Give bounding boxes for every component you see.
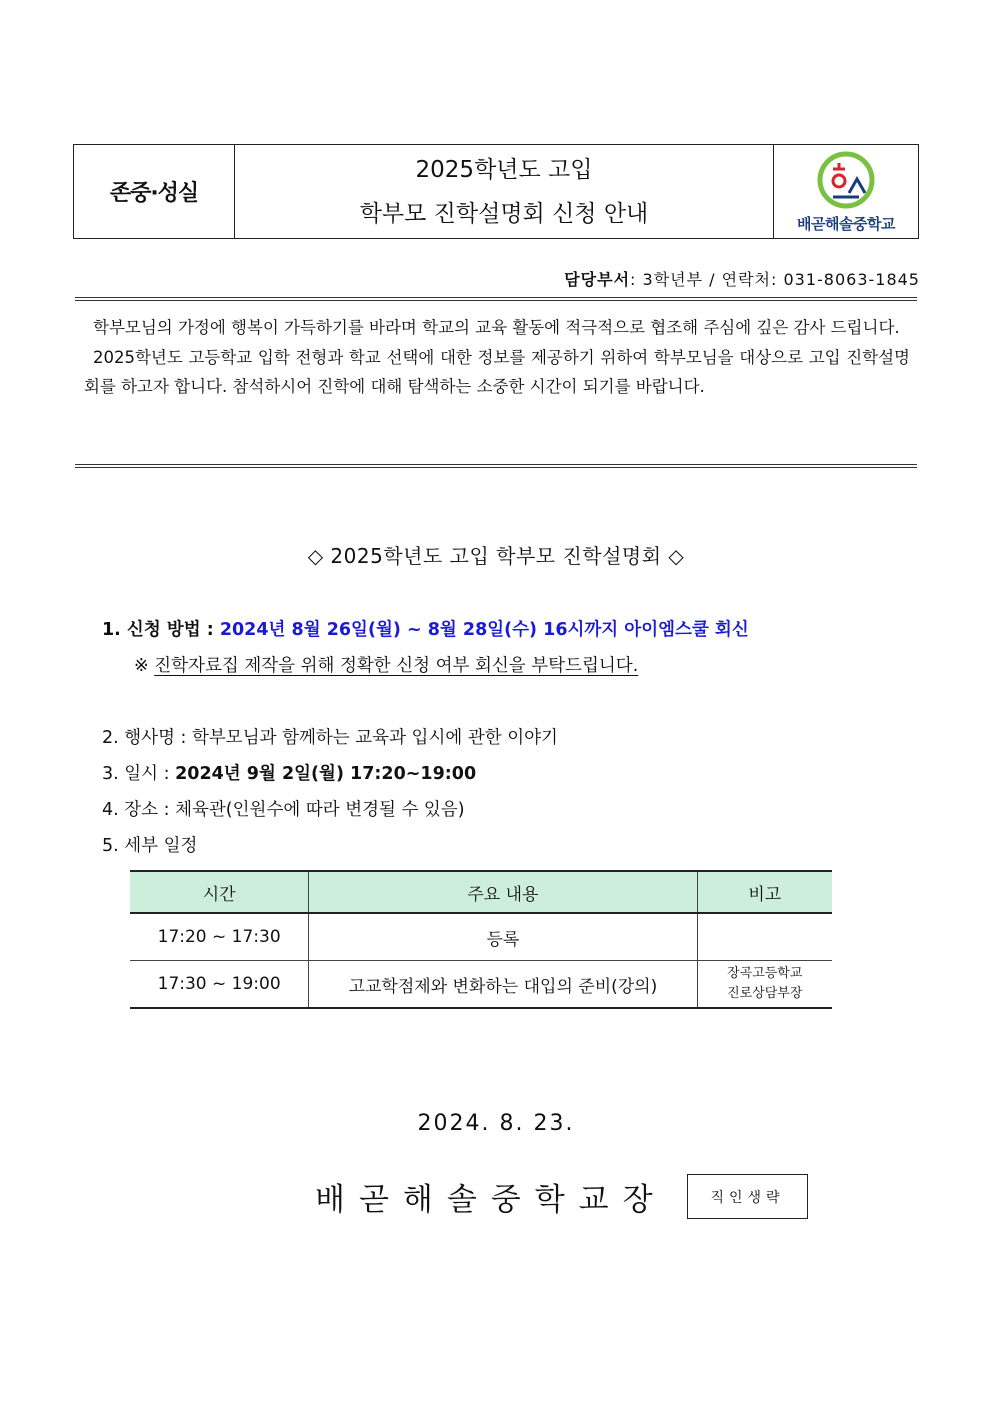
issue-date: 2024. 8. 23. [417,1111,575,1136]
school-logo [774,145,918,238]
school-motto: 존중·성실 [74,145,235,238]
dept-value: : 3학년부 / 연락처: 031-8063-1845 [630,270,920,289]
title-line-2: 학부모 진학설명회 신청 안내 [359,200,649,227]
item-event-name: 2. 행사명 : 학부모님과 함께하는 교육과 입시에 관한 이야기 [102,728,558,748]
top-divider [75,297,917,301]
intro-text [84,313,910,402]
item3-value: 2024년 9월 2일(월) 17:20~19:00 [175,764,477,784]
dept-label: 담당부서 [564,270,631,289]
intro-paragraph-2: 2025학년도 고등학교 입학 전형과 학교 선택에 대한 정보를 제공하기 위하여 학부모님을 대상으로 고입 진학설명회를 하고자 합니다. 참석하시어 진학에 대해 탐색하는 소중한 시간이 되기를 바랍니다. [84,347,910,396]
row-note [697,913,832,961]
row-content: 등록 [309,913,697,961]
note-line-1: 장곡고등학교 [727,966,803,981]
item-datetime [102,760,476,785]
title-line-1: 2025학년도 고입 [415,156,593,183]
item1-label: 1. 신청 방법 : [102,620,220,640]
contact-line [564,267,920,290]
header-time: 시간 [130,871,309,913]
note-mark: ※ [134,656,155,676]
note-line-2: 진로상담부장 [727,986,803,1001]
bottom-divider [75,464,917,468]
table-row [130,913,832,961]
document-title [235,145,774,238]
note-text: 진학자료집 제작을 위해 정확한 신청 여부 회신을 부탁드립니다. [154,656,639,676]
schedule-table [130,870,832,1009]
row-time: 17:20 ~ 17:30 [130,913,309,961]
row-note [697,961,832,1009]
school-emblem-icon [813,151,879,211]
item-schedule-heading: 5. 세부 일정 [102,836,198,856]
header-box [73,144,919,239]
item-location: 4. 장소 : 체육관(인원수에 따라 변경될 수 있음) [102,800,465,820]
table-header-row [130,871,832,913]
item-apply-method [102,616,749,641]
item3-label: 3. 일시 : [102,764,176,784]
apply-note [134,652,638,677]
principal-name: 배곧해솔중학교장 [315,1182,667,1218]
section-title: ◇ 2025학년도 고입 학부모 진학설명회 ◇ [307,544,685,568]
header-content: 주요 내용 [309,871,697,913]
intro-paragraph-1: 학부모님의 가정에 행복이 가득하기를 바라며 학교의 교육 활동에 적극적으로 협조해 주심에 깊은 감사 드립니다. [93,318,900,337]
row-content: 고교학점제와 변화하는 대입의 준비(강의) [309,961,697,1009]
row-time: 17:30 ~ 19:00 [130,961,309,1009]
table-row [130,961,832,1009]
seal-box: 직인생략 [687,1174,808,1219]
header-note: 비고 [697,871,832,913]
item1-value: 2024년 8월 26일(월) ~ 8월 28일(수) 16시까지 아이엠스쿨 회신 [219,620,749,640]
logo-school-name: 배곧해솔중학교 [797,215,895,233]
